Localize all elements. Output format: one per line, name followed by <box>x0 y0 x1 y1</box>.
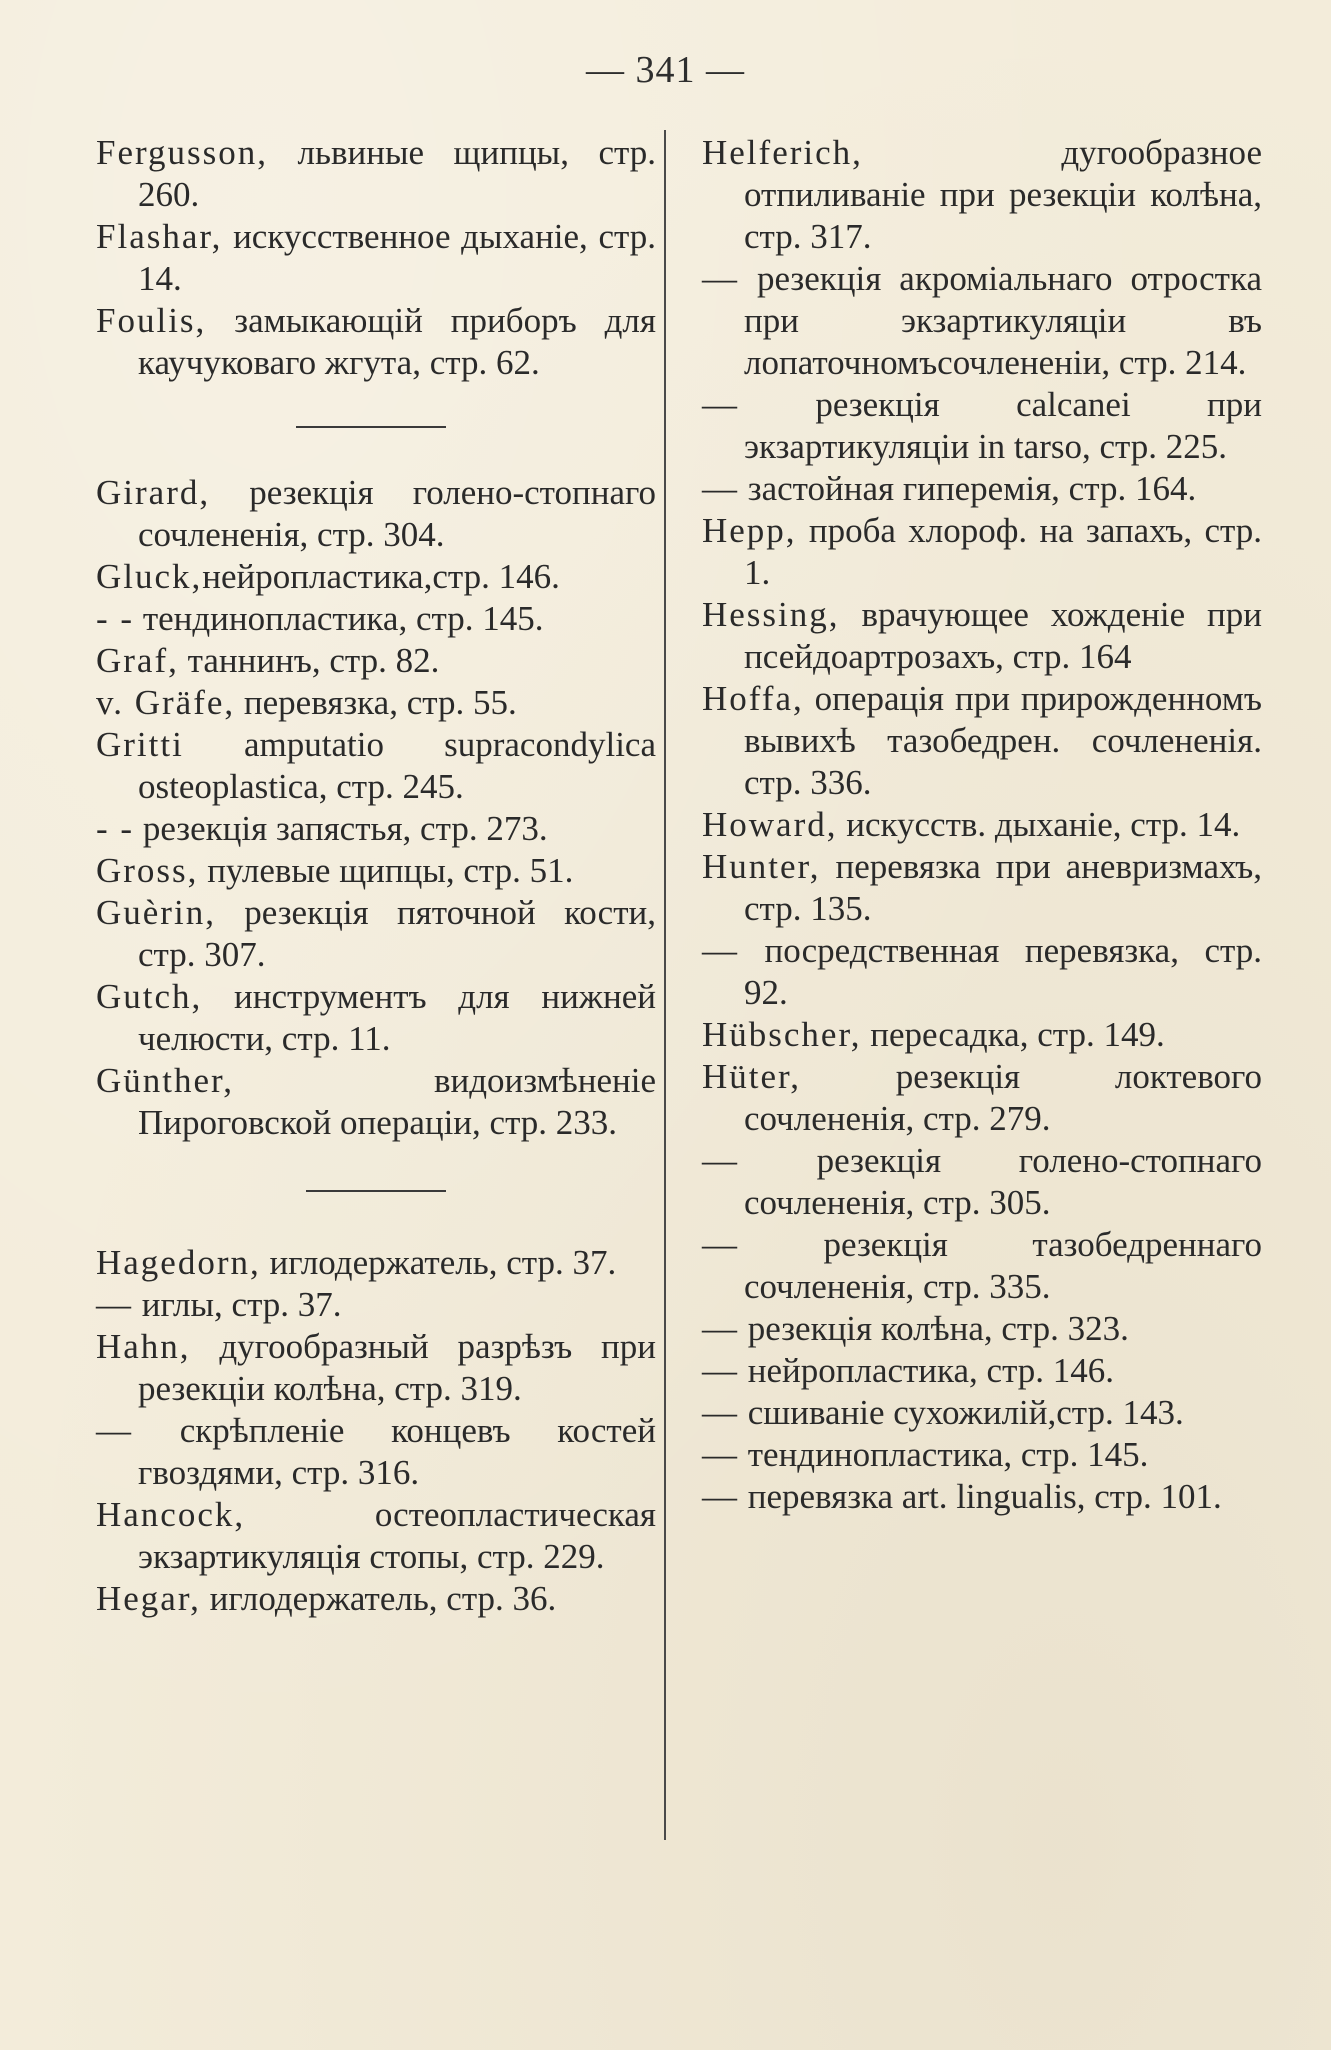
entry-text: резекція локтевого сочлененія, стр. 279. <box>744 1057 1262 1138</box>
entry-name: Hegar, <box>96 1579 201 1618</box>
index-entry <box>702 1476 1262 1518</box>
entry-name: Hüter, <box>702 1057 802 1096</box>
index-entry <box>96 300 656 384</box>
index-entry <box>702 384 1262 468</box>
entry-name: Flashar, <box>96 217 223 256</box>
entry-text: пулевые щипцы, стр. 51. <box>198 851 574 890</box>
column-divider <box>664 130 666 1840</box>
entry-text: резекція пяточной кости, стр. 307. <box>138 893 656 974</box>
entry-text: резекція calcanei при экзартикуляціи in tarso, стр. 225. <box>739 385 1262 466</box>
entry-name: — <box>702 1435 739 1474</box>
entry-text: резекція акроміальнаго отростка при экзартикуляціи въ лопаточномъсочлененіи, стр. 214. <box>739 259 1262 382</box>
index-entry <box>96 1494 656 1578</box>
entry-text: таннинъ, стр. 82. <box>178 641 440 680</box>
entry-name: Howard, <box>702 805 838 844</box>
entry-text: иглодержатель, стр. 36. <box>200 1579 557 1618</box>
index-entry <box>702 1350 1262 1392</box>
entry-name: — <box>702 1141 739 1180</box>
entry-text: скрѣпленіе концевъ костей гвоздями, стр. 316. <box>133 1411 656 1492</box>
entry-name: Hunter, <box>702 847 821 886</box>
entry-text: врачующее хожденіе при псейдоартрозахъ, стр. 164 <box>744 595 1262 676</box>
index-entry <box>96 682 656 724</box>
index-entry <box>702 594 1262 678</box>
entry-name: - - <box>96 599 135 638</box>
entry-name: Foulis, <box>96 301 207 340</box>
index-entry <box>702 804 1262 846</box>
entry-name: Gritti <box>96 725 184 764</box>
left-column <box>96 132 656 1620</box>
index-entry <box>96 472 656 556</box>
index-entry <box>702 132 1262 258</box>
separator-rule <box>306 1190 446 1192</box>
index-entry <box>96 1326 656 1410</box>
index-entry <box>96 976 656 1060</box>
entry-name: — <box>702 469 739 508</box>
index-entry <box>96 850 656 892</box>
entry-text: перевязка при аневризмахъ, стр. 135. <box>744 847 1262 928</box>
entry-text: искусственное дыханіе, стр. 14. <box>138 217 656 298</box>
index-entry <box>702 1392 1262 1434</box>
entry-text: нейропластика, стр. 146. <box>739 1351 1115 1390</box>
entry-name: Graf, <box>96 641 179 680</box>
index-entry <box>96 640 656 682</box>
entry-text: замыкающій приборъ для каучуковаго жгута, стр. 62. <box>138 301 656 382</box>
entry-text: дугообразное отпиливаніе при резекціи колѣна, стр. 317. <box>744 133 1262 256</box>
entry-text: сшиваніе сухожилій,стр. 143. <box>739 1393 1184 1432</box>
entry-text: перевязка, стр. 55. <box>235 683 517 722</box>
index-entry <box>702 678 1262 804</box>
entry-name: - - <box>96 809 135 848</box>
index-entry <box>96 1242 656 1284</box>
entry-name: Hepp, <box>702 511 797 550</box>
entry-name: Hoffa, <box>702 679 804 718</box>
index-entry <box>702 510 1262 594</box>
entry-text: нейропластика,стр. 146. <box>202 557 560 596</box>
entry-name: — <box>96 1285 133 1324</box>
entry-name: — <box>702 931 739 970</box>
entry-text: резекція запястья, стр. 273. <box>134 809 548 848</box>
index-entry <box>702 846 1262 930</box>
entry-text: резекція тазобедреннаго сочлененія, стр. 335. <box>739 1225 1262 1306</box>
entry-name: — <box>96 1411 133 1450</box>
entry-name: Helferich, <box>702 133 863 172</box>
entry-name: Günther, <box>96 1061 235 1100</box>
entry-text: инструментъ для нижней челюсти, стр. 11. <box>138 977 656 1058</box>
entry-name: Hancock, <box>96 1495 246 1534</box>
entry-text: львиные щипцы, стр. 260. <box>138 133 656 214</box>
index-entry <box>96 808 656 850</box>
entry-name: — <box>702 385 739 424</box>
index-entry <box>702 1308 1262 1350</box>
entry-text: застойная гиперемія, стр. 164. <box>739 469 1197 508</box>
right-column <box>702 132 1262 1518</box>
index-entry <box>96 1060 656 1144</box>
entry-text: пересадка, стр. 149. <box>861 1015 1165 1054</box>
entry-name: Gross, <box>96 851 199 890</box>
index-entry <box>702 1056 1262 1140</box>
index-entry <box>96 724 656 808</box>
entry-name: — <box>702 1351 739 1390</box>
entry-name: Guèrin, <box>96 893 216 932</box>
index-entry <box>702 258 1262 384</box>
entry-name: Hessing, <box>702 595 840 634</box>
entry-text: тендинопластика, стр. 145. <box>739 1435 1149 1474</box>
index-entry <box>96 892 656 976</box>
entry-name: — <box>702 1309 739 1348</box>
index-entry <box>96 132 656 216</box>
entry-text: остеопластическая экзартикуляція стопы, стр. 229. <box>138 1495 656 1576</box>
entry-text: иглы, стр. 37. <box>133 1285 342 1324</box>
index-entry <box>96 1284 656 1326</box>
entry-text: резекція колѣна, стр. 323. <box>739 1309 1129 1348</box>
page-number: — 341 — <box>586 49 745 91</box>
index-entry <box>96 1410 656 1494</box>
index-entry <box>702 1014 1262 1056</box>
index-entry <box>96 598 656 640</box>
entry-name: Gluck, <box>96 557 203 596</box>
entry-name: Girard, <box>96 473 211 512</box>
entry-name: Hahn, <box>96 1327 191 1366</box>
entry-text: резекція голено-стопнаго сочлененія, стр. 304. <box>138 473 656 554</box>
index-entry <box>702 1224 1262 1308</box>
entry-text: видоизмѣненіе Пироговской операціи, стр. 233. <box>138 1061 656 1142</box>
entry-name: — <box>702 259 739 298</box>
entry-text: операція при прирожденномъ вывихѣ тазобедрен. сочлененія. стр. 336. <box>744 679 1262 802</box>
index-entry <box>702 1140 1262 1224</box>
entry-name: v. Gräfe, <box>96 683 236 722</box>
entry-text: искусств. дыханіе, стр. 14. <box>837 805 1241 844</box>
entry-name: Hagedorn, <box>96 1243 261 1282</box>
entry-name: — <box>702 1393 739 1432</box>
entry-name: — <box>702 1477 739 1516</box>
entry-text: тендинопластика, стр. 145. <box>134 599 544 638</box>
entry-text: проба хлороф. на запахъ, стр. 1. <box>744 511 1262 592</box>
entry-name: — <box>702 1225 739 1264</box>
entry-name: Hübscher, <box>702 1015 862 1054</box>
entry-text: посредственная перевязка, стр. 92. <box>739 931 1262 1012</box>
entry-name: Gutch, <box>96 977 203 1016</box>
section-separator <box>96 1144 656 1242</box>
entry-text: иглодержатель, стр. 37. <box>260 1243 617 1282</box>
index-entry <box>702 468 1262 510</box>
index-entry <box>96 216 656 300</box>
separator-rule <box>296 426 446 428</box>
index-entry <box>96 1578 656 1620</box>
index-entry <box>702 1434 1262 1476</box>
entry-text: перевязка art. lingualis, стр. 101. <box>739 1477 1222 1516</box>
entry-text: amputatio supracondylica osteoplastica, стр. 245. <box>138 725 656 806</box>
index-entry <box>702 930 1262 1014</box>
entry-text: резекція голено-стопнаго сочлененія, стр. 305. <box>739 1141 1262 1222</box>
index-entry <box>96 556 656 598</box>
section-separator <box>96 384 656 472</box>
entry-name: Fergusson, <box>96 133 269 172</box>
entry-text: дугообразный разрѣзъ при резекціи колѣна, стр. 319. <box>138 1327 656 1408</box>
